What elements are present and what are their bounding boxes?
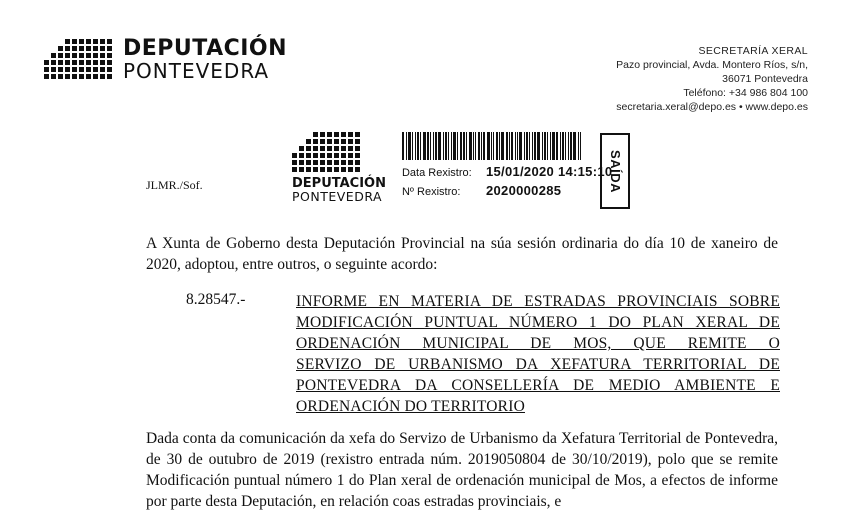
stamp-logo-dots-icon (292, 132, 361, 173)
intro-paragraph: A Xunta de Goberno desta Deputación Provincial na súa sesión ordinaria do día 10 de xaneiro de 2020, adoptou, entre outros, o seguinte acordo: (146, 235, 778, 273)
contact-block (548, 44, 808, 114)
logo-line2: PONTEVEDRA (123, 59, 270, 83)
body-paragraph: Dada conta da comunicación da xefa do Servizo de Urbanismo da Xefatura Territorial de Pontevedra, de 30 de outubro de 2019 (rexistro entrada núm. 2019050804 de 30/10/2019), polo que se remite Modificación puntual número 1 do Plan xeral de ordenación municipal de Mos, a efectos de informe por parte desta Deputación, en relación coas estradas provinciais, e (146, 430, 778, 510)
logo-line1: DEPUTACIÓN (123, 36, 288, 61)
registry-number-label: Nº Rexistro: (401, 186, 461, 198)
deputacion-logo (44, 38, 287, 81)
agreement-number: 8.28547.- (186, 291, 246, 308)
direction-box (600, 133, 630, 209)
stamp-logo (292, 132, 386, 203)
agreement-title-line: ORDENACIÓN MUNICIPAL DE MOS, QUE REMITE O (296, 335, 780, 352)
stamp-logo-line2: PONTEVEDRA (292, 189, 383, 204)
postal-line: 36071 Pontevedra (722, 73, 808, 85)
reference-initials: JLMR./Sof. (146, 178, 203, 192)
agreement-title-line: MODIFICACIÓN PUNTUAL NÚMERO 1 DO PLAN XERAL DE (296, 314, 780, 331)
barcode-icon (402, 132, 610, 160)
phone-line: Teléfono: +34 986 804 100 (683, 87, 808, 99)
email-web-line: secretaria.xeral@depo.es • www.depo.es (616, 101, 808, 113)
registry-number-value: 2020000285 (485, 183, 562, 198)
agreement-title-line: PONTEVEDRA DA CONSELLERÍA DE MEDIO AMBIENTE E (296, 377, 780, 394)
address-line: Pazo provincial, Avda. Montero Ríos, s/n, (616, 59, 808, 71)
registry-stamp (292, 132, 612, 203)
department-name: SECRETARÍA XERAL (698, 45, 808, 57)
logo-dots-icon (44, 39, 113, 80)
agreement-title (296, 291, 780, 417)
agreement-title-line: ORDENACIÓN DO TERRITORIO (296, 398, 525, 415)
agreement-title-line: SERVIZO DE URBANISMO DA XEFATURA TERRITORIAL DE (296, 356, 780, 373)
agreement-title-line: INFORME EN MATERIA DE ESTRADAS PROVINCIAIS SOBRE (296, 293, 780, 310)
registry-date-label: Data Rexistro: (401, 167, 472, 179)
stamp-logo-line1: DEPUTACIÓN (292, 176, 386, 191)
direction-label: SAÍDA (607, 149, 623, 193)
registry-date-value: 15/01/2020 14:15:10 (485, 164, 613, 179)
